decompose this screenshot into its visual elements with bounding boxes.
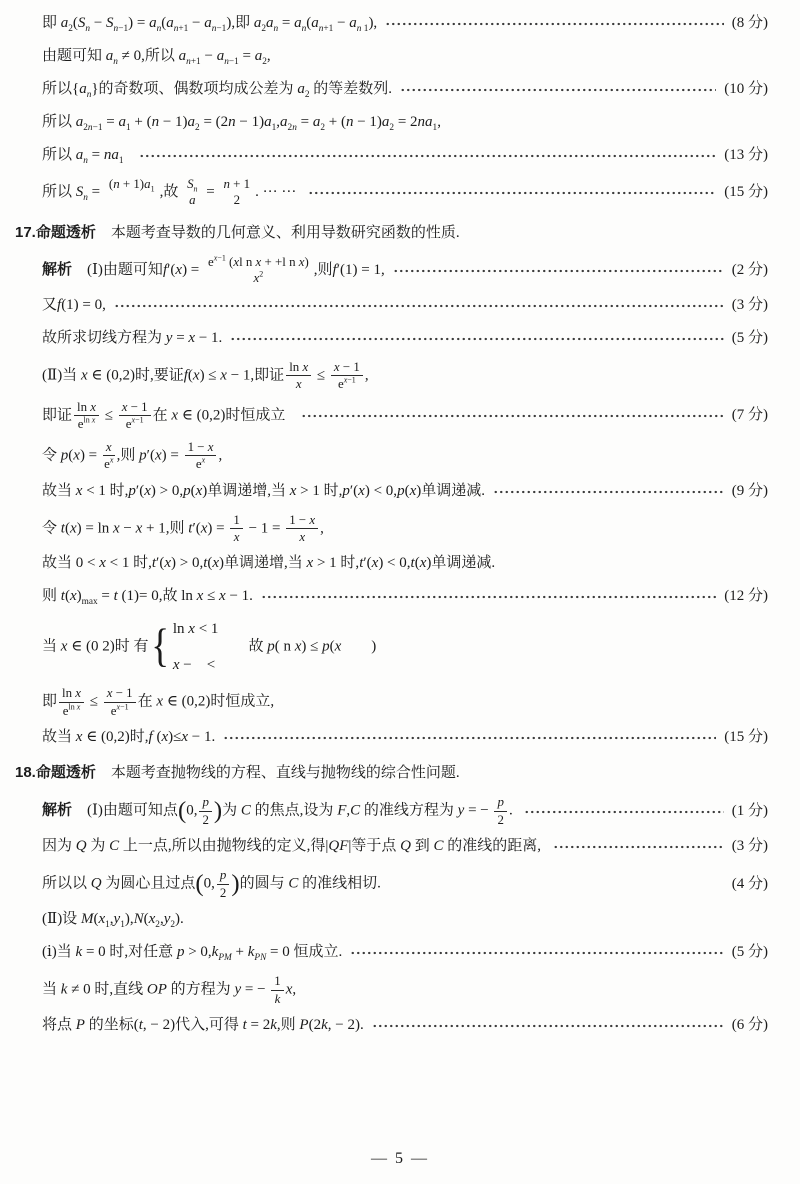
solution-line — [42, 177, 768, 208]
solution-line — [42, 974, 768, 1006]
dot-leader — [261, 595, 716, 599]
line-content: 即证 $\frac{\text{ln x}}{e^{ln x}}$ ≤ $\frac{x - 1}{e^{x-1}}$ 在 x ∈ (0,2)时恒成立 — [42, 399, 293, 432]
line-content: (ⅰ)当 k = 0 时,对任意 $p > 0,k_{PM} + k_{PN} = 0$ 恒成立. — [42, 944, 343, 964]
page-number: — 5 — — [371, 1150, 429, 1167]
solution-line — [42, 1014, 768, 1036]
line-content: (Ⅱ)设 $M(x_1,y_1),N(x_2,y_2)$. — [42, 911, 184, 931]
score-label: (10 分) — [724, 81, 768, 97]
score-label: (9 分) — [731, 482, 768, 499]
line-content: (Ⅱ)当 x ∈ (0,2)时,要证f(x) ≤ x − 1,即证 $\frac{\text{ln x}}{x}$ ≤ $\frac{x - 1}{e^{x-1}}$ , — [42, 359, 369, 392]
solution-line — [42, 255, 768, 286]
line-content: 当 x ∈ (0 2)时 有 { ln x < 1 x − < 故 p( n x) ≤ p(x ) — [42, 621, 377, 674]
solution-line — [42, 400, 768, 432]
score-label: (5 分) — [731, 329, 768, 346]
score-label: (15 分) — [724, 729, 768, 746]
line-content: 所以以 Q 为圆心且过点(0, $\frac{p}{2}$ )的圆与 C 的准线相切. — [42, 868, 381, 900]
solution-line — [42, 552, 768, 574]
solution-line — [42, 726, 768, 748]
solution-line — [15, 762, 768, 784]
score-label: (3 分) — [731, 296, 768, 313]
line-content: 所以$\{a_n\}$的奇数项、偶数项均成公差为 $a_2$ 的等差数列. — [42, 81, 392, 100]
line-content: 故当 0 < x < 1 时,t′(x) > 0,t(x)单调递增,当 x > 1 时,t′(x) < 0,t(x)单调递减. — [42, 555, 496, 572]
solution-line — [42, 111, 768, 133]
solution-line — [42, 618, 768, 676]
dot-leader — [524, 810, 723, 814]
solution-line — [42, 294, 768, 316]
line-content: 解析 (Ⅰ)由题可知点(0, $\frac{p}{2}$ )为 C 的焦点,设为 F,C 的准线方程为 y = − $\frac{p}{2}$ . — [42, 795, 517, 827]
line-content: 18.命题透析 本题考查抛物线的方程、直线与抛物线的综合性问题. — [15, 764, 460, 782]
line-content: 故当 x < 1 时,p′(x) > 0,p(x)单调递增,当 x > 1 时,p′(x) < 0,p(x)单调递减. — [42, 482, 485, 499]
dot-leader — [385, 22, 724, 26]
line-content: 所以 $a_n = na_1$ — [42, 147, 124, 166]
line-content: 即 $\frac{\text{ln x}}{e^{ln x}}$ ≤ $\frac{x - 1}{e^{x-1}}$ 在 x ∈ (0,2)时恒成立, — [42, 686, 275, 718]
solution-line — [42, 78, 768, 100]
line-content: 故当 x ∈ (0,2)时,f (x)≤x − 1. — [42, 729, 216, 746]
dot-leader — [553, 845, 724, 849]
solution-line — [42, 941, 768, 963]
line-content: 因为 Q 为 C 上一点,所以由抛物线的定义,得|QF|等于点 Q 到 C 的准线的距离, — [42, 838, 545, 855]
solution-line — [42, 360, 768, 392]
solution-line — [42, 12, 768, 34]
dot-leader — [230, 337, 723, 341]
score-label: (8 分) — [731, 15, 768, 31]
score-label: (12 分) — [724, 588, 768, 605]
line-content: 即 $a_2(S_n - S_{n-1}) = a_n(a_{n+1} - a_{n-1})$,即 $a_2a_n = a_n(a_{n+1} - a_{n 1})$, — [42, 15, 378, 34]
score-label: (5 分) — [731, 944, 768, 961]
dot-leader — [393, 269, 724, 273]
line-content: 当 k ≠ 0 时,直线 OP 的方程为 y = − $\frac{1}{k}$ x, — [42, 974, 297, 1006]
dot-leader — [114, 304, 724, 308]
solution-line — [42, 480, 768, 502]
dot-leader — [493, 490, 724, 494]
solution-line — [42, 144, 768, 166]
line-content: 解析 (Ⅰ)由题可知f′(x) = $e^{x-1}$ (xl n x + +l n x) $x^2$ ,则f′(1) = 1, — [42, 253, 385, 286]
line-content: 令 p(x) = $\frac{x}{e^x}$ ,则 p′(x) = $\frac{1 - x}{e^x}$ , — [42, 439, 223, 472]
line-content: 则 $t(x)_{max} = t$ (1)= 0,故 ln x ≤ x − 1. — [42, 588, 253, 608]
solution-line — [42, 513, 768, 545]
dot-leader — [223, 736, 716, 740]
line-content: 所以 $S_n$ = $(n + 1)a_1$ ,故 $S_n$ a = n + 1 2 . ··· ··· — [42, 177, 301, 208]
solution-line — [42, 686, 768, 718]
solution-line — [42, 585, 768, 607]
solution-line — [42, 440, 768, 472]
line-content: 将点 P 的坐标(t, − 2)代入,可得 t = 2k,则 P(2k, − 2). — [42, 1017, 364, 1034]
line-content: 17.命题透析 本题考查导数的几何意义、利用导数研究函数的性质. — [15, 223, 460, 241]
solution-lines — [15, 12, 768, 1036]
dot-leader — [372, 1024, 724, 1028]
solution-line — [42, 45, 768, 67]
line-content: 所以 $a_{2n-1} = a_1 + (n - 1)a_2 = (2n - 1)a_1,a_{2n} = a_2 + (n - 1)a_2 = 2na_1$, — [42, 114, 441, 133]
line-content: 又f(1) = 0, — [42, 296, 106, 313]
dot-leader — [400, 88, 716, 92]
solution-line — [42, 795, 768, 827]
score-label: (2 分) — [731, 261, 768, 278]
line-content: 故所求切线方程为 y = x − 1. — [42, 329, 223, 346]
page-footer — [0, 1148, 800, 1170]
solution-line — [42, 868, 768, 900]
score-label: (15 分) — [724, 183, 768, 200]
score-label: (7 分) — [731, 407, 768, 424]
dot-leader — [301, 414, 724, 418]
score-label: (4 分) — [731, 875, 768, 892]
score-label: (3 分) — [731, 838, 768, 855]
score-label: (1 分) — [731, 802, 768, 819]
solution-line — [15, 222, 768, 244]
line-content: 由题可知 $a_n \ne 0$,所以 $a_{n+1} - a_{n-1} = a_2$, — [42, 48, 271, 67]
dot-leader — [308, 191, 716, 195]
dot-leader — [139, 154, 716, 158]
solution-line — [42, 835, 768, 857]
score-label: (6 分) — [731, 1017, 768, 1034]
solution-line — [42, 327, 768, 349]
score-label: (13 分) — [724, 147, 768, 163]
line-content: 令 t(x) = ln x − x + 1,则 t′(x) = $\frac{1}{x}$ − 1 = $\frac{1 - x}{x}$ , — [42, 512, 324, 544]
solution-line — [42, 908, 768, 930]
dot-leader — [350, 951, 723, 955]
